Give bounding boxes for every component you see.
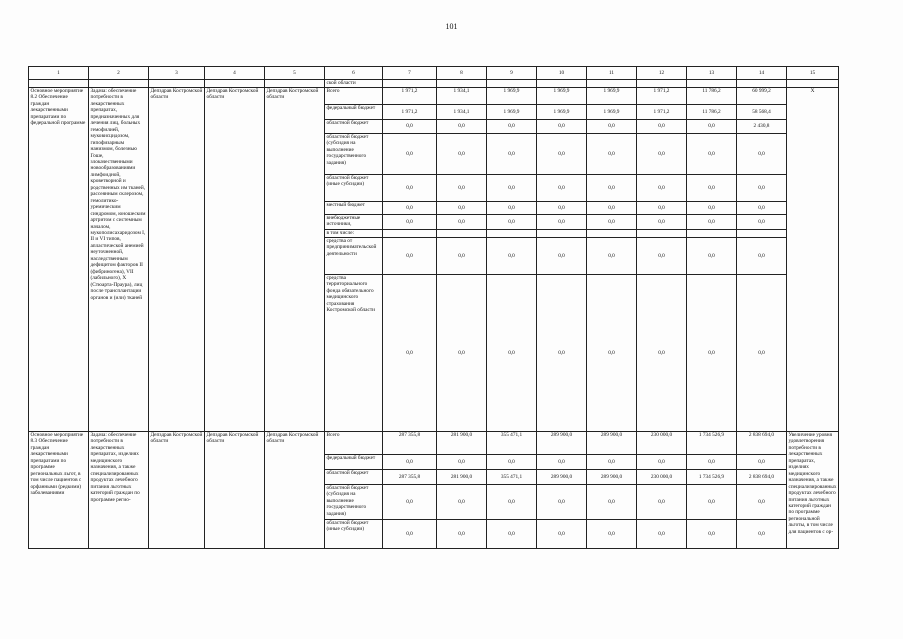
funding-value [487, 230, 537, 238]
funding-value: 0,0 [437, 215, 487, 230]
funding-value: 0,0 [437, 238, 487, 275]
funding-source: областной бюджет [325, 470, 383, 485]
funding-value: 0,0 [487, 485, 537, 520]
funding-value: 289 900,0 [587, 470, 637, 485]
funding-value: 1 969,9 [537, 105, 587, 120]
column-header: 4 [205, 67, 265, 80]
funding-value: 1 969,9 [587, 105, 637, 120]
funding-value: 1 734 526,9 [687, 470, 737, 485]
table-cell [687, 80, 737, 88]
funding-value: 287 355,8 [383, 432, 437, 455]
funding-value: 289 900,0 [587, 432, 637, 455]
funding-value: 0,0 [437, 120, 487, 134]
column-header: 10 [537, 67, 587, 80]
column-header: 13 [687, 67, 737, 80]
funding-value: 1 969,9 [587, 88, 637, 105]
funding-value: 0,0 [737, 175, 787, 202]
funding-value: 0,0 [487, 175, 537, 202]
funding-value: 0,0 [737, 485, 787, 520]
funding-value: 11 786,2 [687, 88, 737, 105]
funding-value: 0,0 [437, 485, 487, 520]
funding-value: 289 900,0 [537, 432, 587, 455]
funding-value: 60 999,2 [737, 88, 787, 105]
column-header: 2 [89, 67, 149, 80]
funding-value: 0,0 [437, 175, 487, 202]
budget-table [28, 66, 839, 549]
funding-value [587, 230, 637, 238]
funding-value: 0,0 [587, 215, 637, 230]
column-header: 5 [265, 67, 325, 80]
funding-value: 1 934,1 [437, 88, 487, 105]
expected-result: Х [787, 88, 839, 432]
table-cell [437, 80, 487, 88]
table-cell [787, 80, 839, 88]
table-cell [737, 80, 787, 88]
funding-value: 0,0 [437, 520, 487, 549]
funding-value: 0,0 [637, 202, 687, 215]
funding-value: 0,0 [737, 455, 787, 470]
funding-value: 0,0 [587, 202, 637, 215]
funding-value: 0,0 [687, 485, 737, 520]
funding-source: средства территориального фонда обязательного медицинского страхования Костромской области [325, 275, 383, 432]
participant: Депздрав Костромской области [265, 432, 325, 549]
column-header: 11 [587, 67, 637, 80]
funding-value: 0,0 [487, 202, 537, 215]
funding-value [383, 230, 437, 238]
table-cell [29, 80, 89, 88]
funding-source: местный бюджет [325, 202, 383, 215]
funding-value [737, 230, 787, 238]
funding-value: 0,0 [737, 520, 787, 549]
funding-value: 355 471,1 [487, 432, 537, 455]
funding-value: 0,0 [537, 238, 587, 275]
funding-value: 0,0 [587, 238, 637, 275]
funding-value: 0,0 [383, 120, 437, 134]
funding-source: областной бюджет [325, 120, 383, 134]
funding-value: 0,0 [537, 215, 587, 230]
responsible-executor: Депздрав Костромской области [149, 88, 205, 432]
funding-value: 0,0 [587, 485, 637, 520]
funding-value: 0,0 [637, 520, 687, 549]
funding-value [637, 230, 687, 238]
column-header: 9 [487, 67, 537, 80]
funding-value: 0,0 [587, 120, 637, 134]
funding-value: 0,0 [737, 202, 787, 215]
funding-value: 0,0 [383, 175, 437, 202]
funding-value: 0,0 [383, 455, 437, 470]
table-cell [383, 80, 437, 88]
funding-value: 2 430,8 [737, 120, 787, 134]
table-row [29, 88, 839, 105]
funding-value: 11 786,2 [687, 105, 737, 120]
funding-value: 0,0 [587, 175, 637, 202]
funding-source: областной бюджет (иные субсидии) [325, 520, 383, 549]
table-cell [637, 80, 687, 88]
funding-source: областной бюджет (субсидия на выполнение государственного задания) [325, 134, 383, 175]
funding-value: 230 000,0 [637, 432, 687, 455]
funding-value: 0,0 [487, 238, 537, 275]
table-cell [587, 80, 637, 88]
funding-value: 0,0 [687, 238, 737, 275]
funding-value: 1 969,9 [487, 88, 537, 105]
column-header: 6 [325, 67, 383, 80]
funding-source: Всего [325, 88, 383, 105]
funding-value [537, 230, 587, 238]
funding-value [437, 230, 487, 238]
funding-value: 0,0 [637, 485, 687, 520]
funding-value: 0,0 [383, 238, 437, 275]
funding-value: 1 971,2 [383, 88, 437, 105]
responsible-executor: Депздрав Костромской области [149, 432, 205, 549]
table-cell [149, 80, 205, 88]
funding-value: 0,0 [637, 238, 687, 275]
funding-value: 0,0 [437, 134, 487, 175]
table-cell [205, 80, 265, 88]
header-row [29, 67, 839, 80]
funding-value: 0,0 [537, 455, 587, 470]
funding-value: 0,0 [537, 175, 587, 202]
funding-value: 1 734 526,9 [687, 432, 737, 455]
co-executor: Депздрав Костромской области [205, 88, 265, 432]
funding-value: 0,0 [637, 455, 687, 470]
funding-value: 0,0 [437, 202, 487, 215]
funding-source: федеральный бюджет [325, 455, 383, 470]
table-cell [487, 80, 537, 88]
funding-value: 0,0 [687, 175, 737, 202]
funding-value: 0,0 [687, 202, 737, 215]
table-cell [537, 80, 587, 88]
funding-value: 2 838 694,0 [737, 470, 787, 485]
funding-source: в том числе: [325, 230, 383, 238]
funding-value: 0,0 [383, 485, 437, 520]
funding-value: 0,0 [687, 215, 737, 230]
column-header: 1 [29, 67, 89, 80]
column-header: 15 [787, 67, 839, 80]
expected-result: Увеличение уровня удовлетворения потребности в лекарственных препаратах, изделиях медицинского назначения, а также специализированных продуктах лечебного питания льготных категорий граждан по программе региональной льготы, в том числе для пациентов с ор- [787, 432, 839, 549]
funding-value: 1 971,2 [383, 105, 437, 120]
funding-value: 1 971,2 [637, 88, 687, 105]
funding-value: 0,0 [637, 134, 687, 175]
measure-name: Основное мероприятие 8.2 Обеспечение граждан лекарственными препаратами по федеральной программе [29, 88, 89, 432]
co-executor: Депздрав Костромской области [205, 432, 265, 549]
column-header: 3 [149, 67, 205, 80]
column-header: 12 [637, 67, 687, 80]
funding-value: 0,0 [383, 202, 437, 215]
participant: Депздрав Костромской области [265, 88, 325, 432]
funding-value: 1 971,2 [637, 105, 687, 120]
funding-value: 0,0 [537, 120, 587, 134]
funding-value: 287 355,8 [383, 470, 437, 485]
column-header: 7 [383, 67, 437, 80]
funding-value: 0,0 [587, 520, 637, 549]
funding-source: областной бюджет (субсидия на выполнение государственного задания) [325, 485, 383, 520]
funding-value: 0,0 [587, 275, 637, 432]
funding-value: 1 969,9 [487, 105, 537, 120]
funding-source: внебюджетные источники, [325, 215, 383, 230]
funding-value: 0,0 [637, 275, 687, 432]
funding-value: 0,0 [537, 485, 587, 520]
funding-value: 0,0 [537, 520, 587, 549]
task-description: Задача: обеспечение потребности в лекарственных препаратах, предназначенных для лечения лиц, больных гемофилией, муковисцидозом, гипофизарным нанизмом, болезнью Гоше, злокачественными новообразованиями лимфоидной, кроветворной и родственных им тканей, рассеянным склерозом, гемолитико-уремическим синдромом, юношеским артритом с системным началом, мукополисахаридозом I, II и VI типов, апластической анемией неуточненной, наследственным дефицитом факторов II (фибриногена), VII (лабильного), X (Стюарта-Праура), лиц после трансплантации органов и (или) тканей [89, 88, 149, 432]
funding-value: 0,0 [487, 520, 537, 549]
funding-value: 1 969,9 [537, 88, 587, 105]
funding-value: 1 934,1 [437, 105, 487, 120]
funding-value: 0,0 [487, 215, 537, 230]
funding-value: 0,0 [637, 215, 687, 230]
funding-source: федеральный бюджет [325, 105, 383, 120]
funding-value [687, 230, 737, 238]
table-cell [265, 80, 325, 88]
funding-value: 0,0 [637, 175, 687, 202]
funding-value: 0,0 [487, 120, 537, 134]
funding-value: 58 568,4 [737, 105, 787, 120]
funding-value: 0,0 [383, 275, 437, 432]
table-row [29, 432, 839, 455]
funding-value: 0,0 [437, 275, 487, 432]
funding-source: областной бюджет (иные субсидии) [325, 175, 383, 202]
funding-value: 0,0 [637, 120, 687, 134]
funding-value: 0,0 [737, 215, 787, 230]
funding-value: 0,0 [687, 275, 737, 432]
funding-value: 355 471,1 [487, 470, 537, 485]
funding-value: 289 900,0 [537, 470, 587, 485]
funding-source: средства от предпринимательской деятельности [325, 238, 383, 275]
funding-value: 0,0 [687, 120, 737, 134]
page-number: 101 [445, 22, 458, 31]
funding-value: 0,0 [687, 134, 737, 175]
funding-value: 230 000,0 [637, 470, 687, 485]
funding-value: 0,0 [383, 215, 437, 230]
measure-name: Основное мероприятие 8.3 Обеспечение граждан лекарственными препаратами по программе региональных льгот, в том числе пациентов с орфанными (редкими) заболеваниями [29, 432, 89, 549]
funding-value: 0,0 [487, 134, 537, 175]
funding-value: 0,0 [487, 455, 537, 470]
funding-value: 0,0 [537, 134, 587, 175]
funding-value: 281 900,0 [437, 432, 487, 455]
funding-value: 0,0 [383, 520, 437, 549]
funding-source: Всего [325, 432, 383, 455]
funding-value: 0,0 [537, 275, 587, 432]
column-header: 8 [437, 67, 487, 80]
task-description: Задача: обеспечение потребности в лекарственных препаратах, изделиях медицинского назначения, а также специализированных продуктах лечебного питания льготных категорий граждан по программе регио- [89, 432, 149, 549]
funding-value: 0,0 [687, 455, 737, 470]
carry-over-row [29, 80, 839, 88]
funding-value: 0,0 [587, 455, 637, 470]
funding-value: 0,0 [537, 202, 587, 215]
funding-value: 0,0 [487, 275, 537, 432]
funding-value: 0,0 [437, 455, 487, 470]
funding-value: 0,0 [737, 238, 787, 275]
funding-value: 0,0 [737, 134, 787, 175]
carry-over-text: ской области [325, 80, 383, 88]
table-cell [89, 80, 149, 88]
funding-value: 0,0 [737, 275, 787, 432]
funding-value: 0,0 [383, 134, 437, 175]
column-header: 14 [737, 67, 787, 80]
funding-value: 2 838 694,0 [737, 432, 787, 455]
funding-value: 0,0 [587, 134, 637, 175]
funding-value: 281 900,0 [437, 470, 487, 485]
funding-value: 0,0 [687, 520, 737, 549]
